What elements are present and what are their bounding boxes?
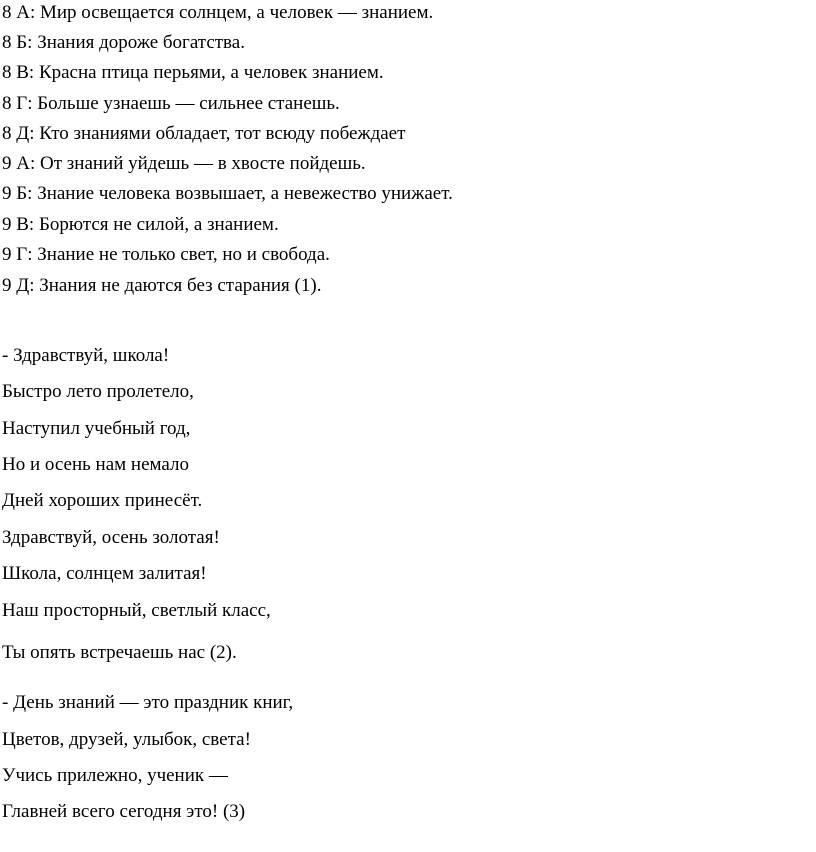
- proverb-line: 9 Д: Знания не даются без старания (1).: [2, 275, 322, 296]
- proverb-line: 9 Г: Знание не только свет, но и свобода.: [2, 244, 330, 265]
- poem-line: - День знаний — это праздник книг,: [2, 692, 294, 713]
- proverb-line: 9 А: От знаний уйдешь — в хвосте пойдешь.: [2, 153, 366, 174]
- poem-line: Учись прилежно, ученик —: [2, 765, 228, 786]
- poem-line: - Здравствуй, школа!: [2, 345, 170, 366]
- poem-line: Наш просторный, светлый класс,: [2, 600, 271, 621]
- proverb-line: 8 Б: Знания дороже богатства.: [2, 32, 245, 53]
- proverb-line: 8 В: Красна птица перьями, а человек знанием.: [2, 62, 384, 83]
- poem-line: Цветов, друзей, улыбок, света!: [2, 729, 251, 750]
- poem-line: Но и осень нам немало: [2, 454, 189, 475]
- poem-line: Наступил учебный год,: [2, 418, 191, 439]
- poem-line: Главней всего сегодня это! (3): [2, 801, 246, 822]
- poem-line: Дней хороших принесёт.: [2, 490, 203, 511]
- proverb-line: 8 Г: Больше узнаешь — сильнее станешь.: [2, 93, 340, 114]
- proverb-line: 9 В: Борются не силой, а знанием.: [2, 214, 279, 235]
- proverb-line: 9 Б: Знание человека возвышает, а невежество унижает.: [2, 183, 453, 204]
- proverb-line: 8 Д: Кто знаниями обладает, тот всюду побеждает: [2, 123, 406, 144]
- poem-line: Здравствуй, осень золотая!: [2, 527, 220, 548]
- poem-line: Быстро лето пролетело,: [2, 381, 194, 402]
- proverb-line: 8 А: Мир освещается солнцем, а человек — знанием.: [2, 2, 434, 23]
- poem-line: Школа, солнцем залитая!: [2, 563, 207, 584]
- poem-line: Ты опять встречаешь нас (2).: [2, 642, 237, 663]
